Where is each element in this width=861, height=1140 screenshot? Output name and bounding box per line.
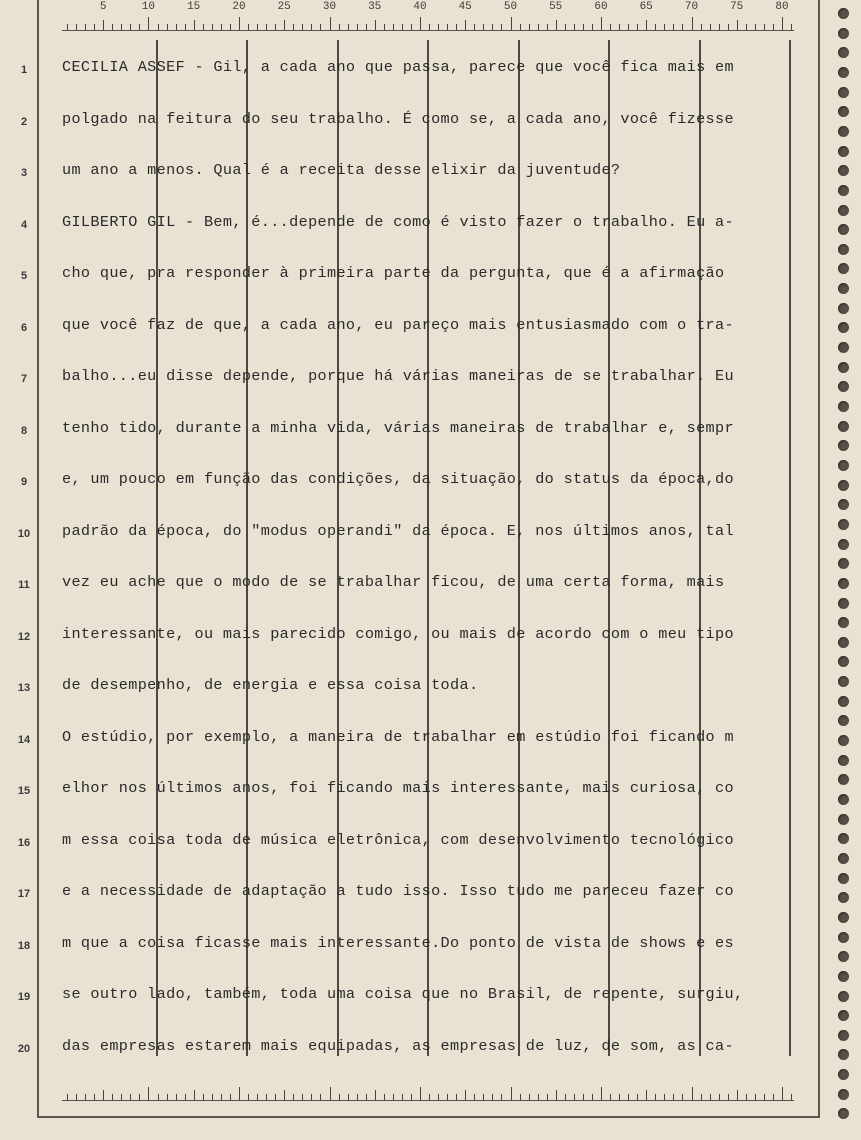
ruler-number: 65: [639, 1, 653, 13]
ruler-top-tick: [167, 24, 168, 30]
binding-hole: [838, 1069, 849, 1080]
binding-hole: [838, 598, 849, 609]
ruler-top-tick: [85, 24, 86, 30]
text-line: e, um pouco em função das condições, da situação, do status da época,do: [62, 470, 734, 488]
text-line: de desempenho, de energia e essa coisa toda.: [62, 676, 479, 694]
binding-hole: [838, 1049, 849, 1060]
ruler-bottom-tick: [185, 1094, 186, 1100]
ruler-bottom-tick: [692, 1087, 693, 1100]
ruler-bottom-tick: [529, 1094, 530, 1100]
ruler-bottom-tick: [791, 1094, 792, 1100]
binding-hole: [838, 362, 849, 373]
binding-hole: [838, 735, 849, 746]
ruler-bottom-tick: [420, 1087, 421, 1100]
ruler-number: 40: [413, 1, 427, 13]
line-number: 3: [20, 167, 28, 179]
ruler-top-tick: [429, 24, 430, 30]
ruler-top-tick: [293, 24, 294, 30]
line-number: 15: [17, 785, 31, 797]
ruler-number: 45: [458, 1, 472, 13]
ruler-top-tick: [130, 24, 131, 30]
ruler-top-tick: [302, 24, 303, 30]
ruler-top-tick: [701, 24, 702, 30]
ruler-bottom-tick: [357, 1094, 358, 1100]
ruler-top-tick: [719, 24, 720, 30]
text-line: CECILIA ASSEF - Gil, a cada ano que passa, parece que você fica mais em: [62, 58, 734, 76]
ruler-bottom-tick: [402, 1094, 403, 1100]
ruler-bottom-tick: [538, 1094, 539, 1100]
ruler-top-tick: [565, 24, 566, 30]
ruler-bottom-tick: [266, 1094, 267, 1100]
ruler-top-tick: [266, 24, 267, 30]
ruler-bottom-tick: [203, 1094, 204, 1100]
ruler-top-tick: [601, 17, 602, 30]
ruler-bottom-tick: [330, 1087, 331, 1100]
ruler-bottom-tick: [592, 1094, 593, 1100]
ruler-bottom-tick: [275, 1094, 276, 1100]
ruler-bottom-tick: [67, 1094, 68, 1100]
binding-hole: [838, 244, 849, 255]
binding-hole: [838, 421, 849, 432]
line-number: 14: [17, 733, 31, 746]
line-number: 20: [17, 1042, 31, 1055]
text-line: cho que, pra responder à primeira parte da pergunta, que é a afirmação: [62, 264, 725, 282]
binding-hole: [838, 539, 849, 550]
binding-hole: [838, 401, 849, 412]
ruler-bottom-tick: [447, 1094, 448, 1100]
binding-hole: [838, 87, 849, 98]
ruler-top-tick: [320, 24, 321, 30]
ruler-bottom-tick: [139, 1094, 140, 1100]
text-line: se outro lado, também, toda uma coisa que no Brasil, de repente, surgiu,: [62, 985, 744, 1003]
ruler-bottom-tick: [483, 1094, 484, 1100]
binding-hole: [838, 303, 849, 314]
column-guide-line: [608, 40, 610, 1056]
line-number: 11: [18, 579, 30, 591]
binding-hole: [838, 126, 849, 137]
ruler-top-tick: [275, 24, 276, 30]
ruler-top-tick: [773, 24, 774, 30]
binding-hole: [838, 578, 849, 589]
binding-hole: [838, 165, 849, 176]
ruler-top-tick: [619, 24, 620, 30]
ruler-number: 35: [368, 1, 382, 13]
ruler-top-tick: [203, 24, 204, 30]
binding-hole: [838, 28, 849, 39]
ruler-bottom-tick: [393, 1094, 394, 1100]
ruler-bottom-tick: [248, 1094, 249, 1100]
ruler-bottom-tick: [411, 1094, 412, 1100]
ruler-top-tick: [682, 24, 683, 30]
ruler-bottom-tick: [103, 1090, 104, 1100]
ruler-bottom-tick: [574, 1094, 575, 1100]
text-line: elhor nos últimos anos, foi ficando mais interessante, mais curiosa, co: [62, 779, 734, 797]
ruler-bottom-tick: [148, 1087, 149, 1100]
ruler-bottom-tick: [94, 1094, 95, 1100]
binding-hole: [838, 912, 849, 923]
ruler-top-tick: [547, 24, 548, 30]
column-guide-line: [789, 40, 791, 1056]
line-number: 6: [20, 321, 28, 334]
ruler-top-tick: [456, 24, 457, 30]
binding-hole: [838, 617, 849, 628]
ruler-bottom-tick: [746, 1094, 747, 1100]
ruler-bottom-tick: [384, 1094, 385, 1100]
ruler-bottom-tick: [773, 1094, 774, 1100]
column-guide-line: [337, 40, 339, 1056]
binding-hole: [838, 558, 849, 569]
ruler-bottom-tick: [112, 1094, 113, 1100]
binding-hole: [838, 8, 849, 19]
binding-hole: [838, 322, 849, 333]
line-number: 12: [17, 630, 31, 643]
ruler-top-tick: [176, 24, 177, 30]
ruler-number: 30: [322, 1, 337, 13]
ruler-bottom-tick: [646, 1090, 647, 1100]
ruler-top-tick: [139, 24, 140, 30]
binding-hole: [838, 1108, 849, 1119]
binding-hole: [838, 263, 849, 274]
ruler-top-tick: [529, 24, 530, 30]
binding-hole: [838, 1030, 849, 1041]
line-number: 19: [17, 991, 31, 1003]
binding-hole: [838, 932, 849, 943]
text-line: um ano a menos. Qual é a receita desse elixir da juventude?: [62, 161, 621, 179]
ruler-top-tick: [411, 24, 412, 30]
ruler-number: 25: [277, 1, 291, 13]
text-line: balho...eu disse depende, porque há várias maneiras de se trabalhar. Eu: [62, 367, 734, 385]
ruler-top-tick: [764, 24, 765, 30]
ruler-top-tick: [538, 24, 539, 30]
ruler-top-tick: [311, 24, 312, 30]
frame-right-border: [818, 0, 820, 1118]
ruler-top-tick: [465, 20, 466, 30]
ruler-bottom-tick: [366, 1094, 367, 1100]
ruler-top-tick: [583, 24, 584, 30]
ruler-bottom-tick: [601, 1087, 602, 1100]
line-number: 18: [17, 939, 31, 952]
binding-hole: [838, 205, 849, 216]
binding-hole: [838, 755, 849, 766]
ruler-bottom-tick: [375, 1090, 376, 1100]
binding-hole: [838, 951, 849, 962]
line-number: 16: [17, 836, 31, 849]
ruler-top-tick: [76, 24, 77, 30]
binding-hole: [838, 381, 849, 392]
ruler-bottom-tick: [492, 1094, 493, 1100]
ruler-bottom-tick: [556, 1090, 557, 1100]
ruler-top-tick: [239, 17, 240, 30]
ruler-top-tick: [248, 24, 249, 30]
ruler-bottom-tick: [85, 1094, 86, 1100]
binding-hole: [838, 991, 849, 1002]
text-line: que você faz de que, a cada ano, eu pareço mais entusiasmado com o tra-: [62, 315, 734, 334]
binding-hole: [838, 67, 849, 78]
line-number: 1: [20, 64, 28, 76]
line-number: 9: [20, 476, 28, 488]
binding-hole: [838, 519, 849, 530]
ruler-top-baseline: [62, 30, 794, 31]
ruler-top-tick: [393, 24, 394, 30]
binding-hole: [838, 480, 849, 491]
ruler-bottom-tick: [76, 1094, 77, 1100]
ruler-top-tick: [284, 20, 285, 30]
ruler-number: 60: [594, 1, 608, 13]
ruler-bottom-tick: [664, 1094, 665, 1100]
ruler-bottom-tick: [293, 1094, 294, 1100]
ruler-top-tick: [185, 24, 186, 30]
ruler-bottom-baseline: [62, 1100, 794, 1101]
ruler-top-tick: [121, 24, 122, 30]
text-line: polgado na feitura do seu trabalho. É como se, a cada ano, você fizesse: [62, 109, 734, 128]
ruler-top-tick: [483, 24, 484, 30]
binding-hole: [838, 460, 849, 471]
ruler-top-tick: [637, 24, 638, 30]
ruler-bottom-tick: [121, 1094, 122, 1100]
binding-hole: [838, 440, 849, 451]
binding-hole: [838, 47, 849, 58]
ruler-top-tick: [610, 24, 611, 30]
text-line: m que a coisa ficasse mais interessante.Do ponto de vista de shows e es: [62, 933, 734, 952]
ruler-top-tick: [402, 24, 403, 30]
ruler-top-tick: [673, 24, 674, 30]
ruler-top-tick: [492, 24, 493, 30]
ruler-bottom-tick: [547, 1094, 548, 1100]
ruler-top-tick: [746, 24, 747, 30]
line-number: 10: [17, 527, 31, 540]
binding-hole: [838, 224, 849, 235]
ruler-top-tick: [339, 24, 340, 30]
ruler-top-tick: [655, 24, 656, 30]
column-guide-line: [699, 40, 701, 1056]
ruler-top-tick: [791, 24, 792, 30]
line-number: 7: [20, 373, 28, 385]
line-number: 8: [20, 424, 28, 437]
ruler-bottom-tick: [610, 1094, 611, 1100]
ruler-top-tick: [330, 17, 331, 30]
ruler-top-tick: [221, 24, 222, 30]
ruler-bottom-tick: [728, 1094, 729, 1100]
ruler-top-tick: [511, 17, 512, 30]
binding-hole: [838, 146, 849, 157]
binding-hole: [838, 833, 849, 844]
ruler-bottom-tick: [311, 1094, 312, 1100]
ruler-bottom-tick: [438, 1094, 439, 1100]
column-guide-line: [518, 40, 520, 1056]
line-number: 2: [20, 115, 28, 128]
column-guide-line: [156, 40, 158, 1056]
binding-hole: [838, 873, 849, 884]
ruler-bottom-tick: [429, 1094, 430, 1100]
text-line: padrão da época, do "modus operandi" da época. E, nos últimos anos, tal: [62, 521, 734, 540]
ruler-bottom-tick: [474, 1094, 475, 1100]
ruler-top-tick: [112, 24, 113, 30]
ruler-number: 20: [232, 1, 246, 13]
ruler-bottom-tick: [239, 1087, 240, 1100]
ruler-top-tick: [357, 24, 358, 30]
ruler-bottom-tick: [637, 1094, 638, 1100]
ruler-number: 10: [141, 1, 155, 13]
ruler-number: 55: [549, 1, 563, 13]
binding-hole: [838, 1089, 849, 1100]
text-line: GILBERTO GIL - Bem, é...depende de como é visto fazer o trabalho. Eu a-: [62, 212, 734, 231]
binding-hole: [838, 892, 849, 903]
ruler-bottom-tick: [302, 1094, 303, 1100]
text-line: m essa coisa toda de música eletrônica, com desenvolvimento tecnológico: [62, 830, 734, 849]
ruler-bottom-tick: [565, 1094, 566, 1100]
ruler-top-tick: [692, 17, 693, 30]
ruler-number: 75: [730, 1, 744, 13]
frame-left-border: [37, 0, 39, 1118]
line-number: 4: [20, 218, 28, 231]
ruler-top-tick: [257, 24, 258, 30]
frame-bottom-border: [37, 1116, 820, 1118]
binding-hole: [838, 853, 849, 864]
binding-hole: [838, 794, 849, 805]
ruler-bottom-tick: [710, 1094, 711, 1100]
binding-hole: [838, 342, 849, 353]
text-line: e a necessidade de adaptação a tudo isso. Isso tudo me pareceu fazer co: [62, 882, 734, 900]
ruler-top-tick: [737, 20, 738, 30]
text-line: O estúdio, por exemplo, a maneira de trabalhar em estúdio foi ficando m: [62, 727, 734, 746]
binding-hole: [838, 715, 849, 726]
ruler-top-tick: [592, 24, 593, 30]
ruler-top-tick: [158, 24, 159, 30]
ruler-top-tick: [664, 24, 665, 30]
ruler-top-tick: [782, 17, 783, 30]
binding-hole: [838, 283, 849, 294]
ruler-top-tick: [420, 17, 421, 30]
binding-hole: [838, 637, 849, 648]
ruler-top-tick: [375, 20, 376, 30]
ruler-top-tick: [556, 20, 557, 30]
ruler-top-tick: [501, 24, 502, 30]
ruler-bottom-tick: [764, 1094, 765, 1100]
ruler-bottom-tick: [701, 1094, 702, 1100]
ruler-bottom-tick: [348, 1094, 349, 1100]
ruler-top-tick: [194, 20, 195, 30]
ruler-bottom-tick: [628, 1094, 629, 1100]
ruler-bottom-tick: [782, 1087, 783, 1100]
ruler-top-tick: [474, 24, 475, 30]
ruler-top-tick: [755, 24, 756, 30]
ruler-bottom-tick: [465, 1090, 466, 1100]
ruler-bottom-tick: [339, 1094, 340, 1100]
ruler-bottom-tick: [583, 1094, 584, 1100]
binding-hole: [838, 106, 849, 117]
text-line: das empresas estarem mais equipadas, as empresas de luz, de som, as ca-: [62, 1036, 734, 1055]
binding-hole: [838, 814, 849, 825]
binding-hole: [838, 1010, 849, 1021]
text-line: vez eu ache que o modo de se trabalhar ficou, de uma certa forma, mais: [62, 573, 725, 591]
ruler-number: 70: [684, 1, 699, 13]
ruler-bottom-tick: [158, 1094, 159, 1100]
ruler-top-tick: [148, 17, 149, 30]
ruler-top-tick: [212, 24, 213, 30]
ruler-top-tick: [384, 24, 385, 30]
ruler-top-tick: [103, 20, 104, 30]
ruler-bottom-tick: [130, 1094, 131, 1100]
ruler-bottom-tick: [456, 1094, 457, 1100]
ruler-top-tick: [366, 24, 367, 30]
binding-hole: [838, 696, 849, 707]
ruler-number: 15: [187, 1, 201, 13]
ruler-bottom-tick: [194, 1090, 195, 1100]
ruler-bottom-tick: [212, 1094, 213, 1100]
binding-hole: [838, 185, 849, 196]
ruler-bottom-tick: [673, 1094, 674, 1100]
ruler-top-tick: [438, 24, 439, 30]
ruler-bottom-tick: [737, 1090, 738, 1100]
column-guide-line: [246, 40, 248, 1056]
ruler-bottom-tick: [257, 1094, 258, 1100]
text-line: interessante, ou mais parecido comigo, ou mais de acordo com o meu tipo: [62, 624, 734, 643]
binding-hole: [838, 656, 849, 667]
column-guide-line: [427, 40, 429, 1056]
ruler-top-tick: [447, 24, 448, 30]
ruler-bottom-tick: [176, 1094, 177, 1100]
ruler-bottom-tick: [221, 1094, 222, 1100]
ruler-bottom-tick: [655, 1094, 656, 1100]
ruler-bottom-tick: [230, 1094, 231, 1100]
ruler-bottom-tick: [511, 1087, 512, 1100]
ruler-top-tick: [520, 24, 521, 30]
ruler-number: 80: [775, 1, 789, 13]
ruler-top-tick: [94, 24, 95, 30]
ruler-bottom-tick: [501, 1094, 502, 1100]
ruler-bottom-tick: [520, 1094, 521, 1100]
line-number: 5: [20, 270, 28, 282]
ruler-bottom-tick: [682, 1094, 683, 1100]
ruler-bottom-tick: [719, 1094, 720, 1100]
ruler-bottom-tick: [167, 1094, 168, 1100]
ruler-bottom-tick: [284, 1090, 285, 1100]
line-number: 13: [17, 682, 31, 694]
ruler-number: 50: [503, 1, 518, 13]
binding-hole: [838, 499, 849, 510]
binding-hole: [838, 676, 849, 687]
ruler-top-tick: [728, 24, 729, 30]
ruler-number: 5: [99, 1, 107, 13]
text-line: tenho tido, durante a minha vida, várias maneiras de trabalhar e, sempr: [62, 418, 734, 437]
ruler-top-tick: [348, 24, 349, 30]
line-number: 17: [17, 888, 31, 900]
ruler-top-tick: [67, 24, 68, 30]
ruler-top-tick: [646, 20, 647, 30]
ruler-top-tick: [574, 24, 575, 30]
ruler-bottom-tick: [619, 1094, 620, 1100]
ruler-bottom-tick: [755, 1094, 756, 1100]
ruler-top-tick: [230, 24, 231, 30]
ruler-top-tick: [628, 24, 629, 30]
ruler-bottom-tick: [320, 1094, 321, 1100]
binding-hole: [838, 971, 849, 982]
ruler-top-tick: [710, 24, 711, 30]
binding-hole: [838, 774, 849, 785]
